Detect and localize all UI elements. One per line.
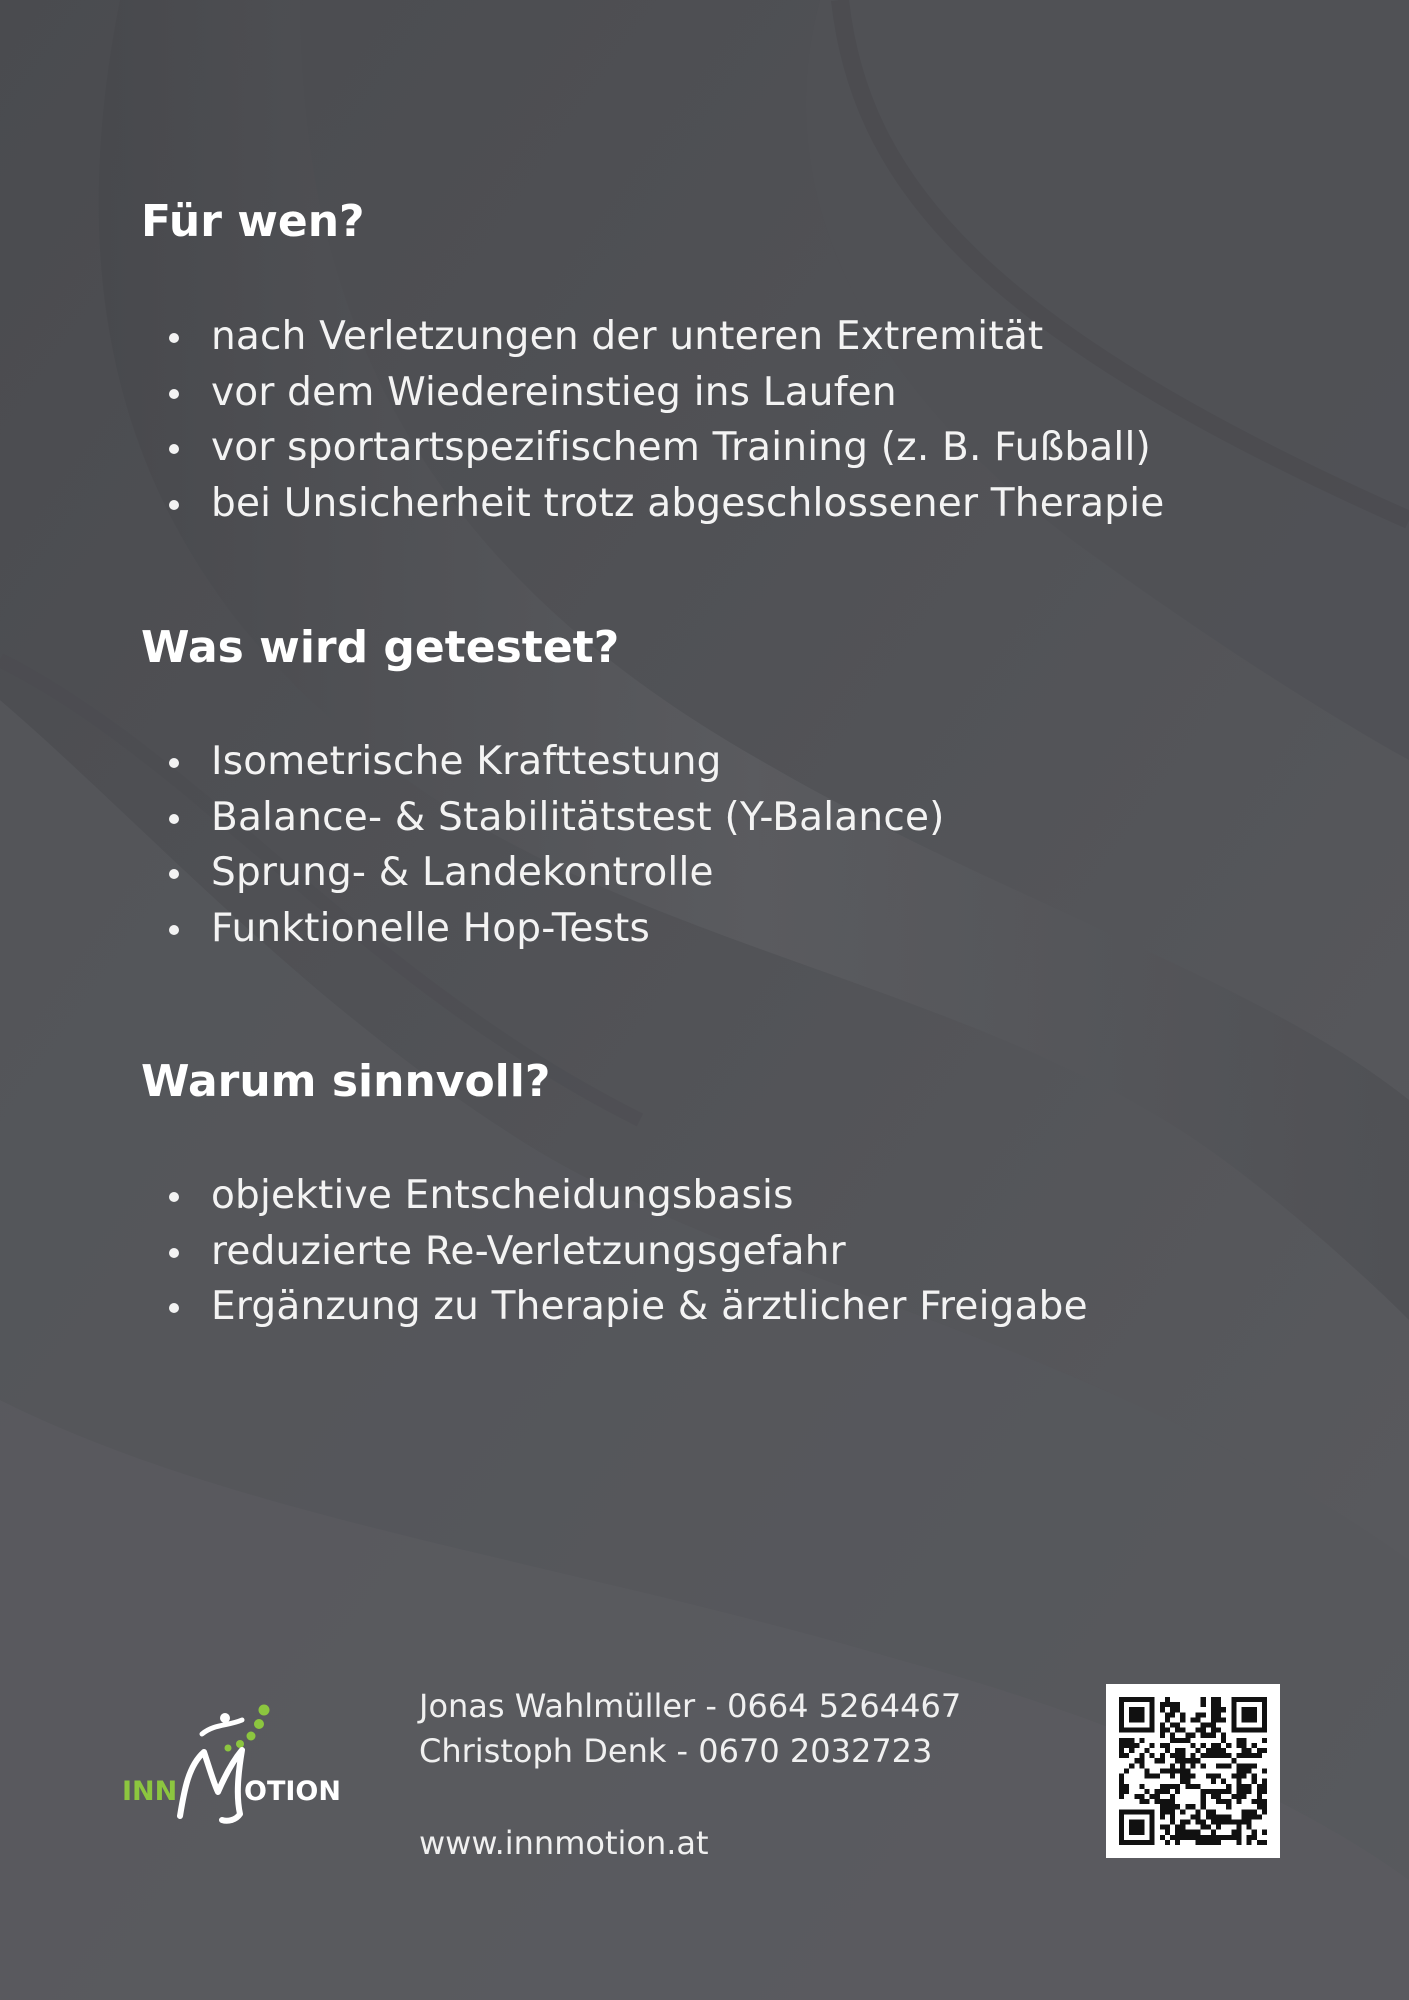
logo-text-inn: INN xyxy=(122,1776,178,1807)
section-heading-fuer-wen: Für wen? xyxy=(141,196,365,247)
section-list-warum-sinnvoll xyxy=(163,1168,1088,1335)
logo-dot xyxy=(259,1705,270,1716)
list-item: Isometrische Krafttestung xyxy=(163,734,945,790)
contact-block xyxy=(419,1684,961,1866)
bullet-icon xyxy=(169,1248,179,1258)
section-heading-was-wird-getestet: Was wird getestet? xyxy=(141,622,620,673)
bullet-icon xyxy=(169,389,179,399)
qr-code-icon[interactable] xyxy=(1106,1684,1280,1858)
list-item: Funktionelle Hop-Tests xyxy=(163,901,945,957)
logo-text-m: M xyxy=(118,1696,119,1697)
bullet-icon xyxy=(169,869,179,879)
list-item: Ergänzung zu Therapie & ärztlicher Freigabe xyxy=(163,1279,1088,1335)
bullet-icon xyxy=(169,1303,179,1313)
bullet-icon xyxy=(169,500,179,510)
section-list-was-wird-getestet xyxy=(163,734,945,956)
logo-script-m xyxy=(180,1750,242,1821)
innmotion-logo xyxy=(118,1696,358,1836)
bullet-icon xyxy=(169,444,179,454)
section-list-fuer-wen xyxy=(163,309,1164,531)
bullet-icon xyxy=(169,333,179,343)
logo-figure-arm xyxy=(202,1720,242,1734)
logo-dot xyxy=(247,1732,256,1741)
logo-dot xyxy=(254,1719,264,1729)
list-item: Balance- & Stabilitätstest (Y-Balance) xyxy=(163,790,945,846)
list-item: nach Verletzungen der unteren Extremität xyxy=(163,309,1164,365)
list-item: vor dem Wiedereinstieg ins Laufen xyxy=(163,365,1164,421)
contact-christoph: Christoph Denk - 0670 2032723 xyxy=(419,1732,933,1770)
list-item: bei Unsicherheit trotz abgeschlossener Therapie xyxy=(163,476,1164,532)
list-item: reduzierte Re-Verletzungsgefahr xyxy=(163,1224,1088,1280)
bullet-icon xyxy=(169,814,179,824)
bullet-icon xyxy=(169,758,179,768)
bullet-icon xyxy=(169,1192,179,1202)
logo-text-otion: OTION xyxy=(244,1776,341,1807)
qr-code-pattern xyxy=(1119,1697,1267,1845)
logo-dot xyxy=(236,1740,244,1748)
list-item: objektive Entscheidungsbasis xyxy=(163,1168,1088,1224)
logo-dot xyxy=(225,1745,232,1752)
website-link[interactable]: www.innmotion.at xyxy=(419,1824,709,1862)
list-item: vor sportartspezifischem Training (z. B. Fußball) xyxy=(163,420,1164,476)
list-item: Sprung- & Landekontrolle xyxy=(163,845,945,901)
contact-jonas: Jonas Wahlmüller - 0664 5264467 xyxy=(419,1687,962,1725)
bullet-icon xyxy=(169,925,179,935)
section-heading-warum-sinnvoll: Warum sinnvoll? xyxy=(141,1056,551,1107)
